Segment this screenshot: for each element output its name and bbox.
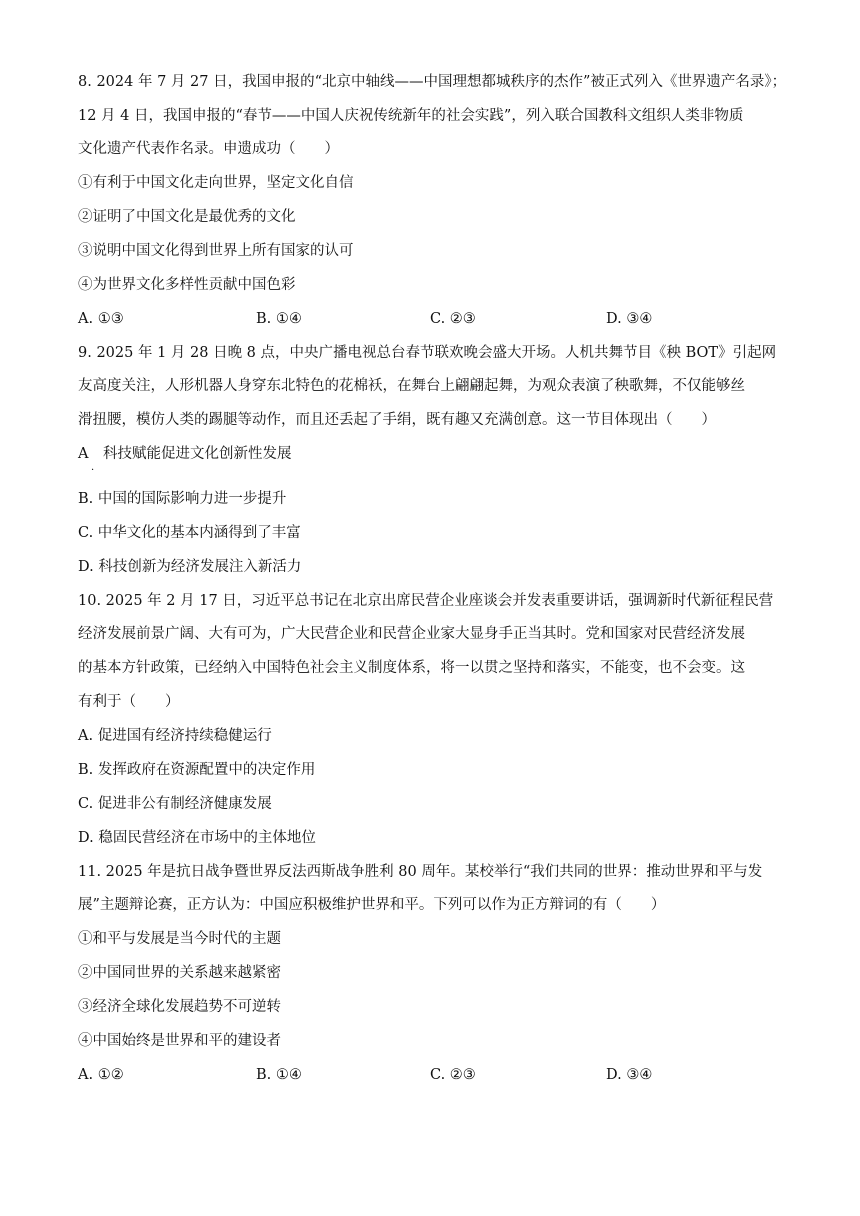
q8-item-3: ③说明中国文化得到世界上所有国家的认可	[78, 243, 354, 259]
q11-stem-line-1: 11. 2025 年是抗日战争暨世界反法西斯战争胜利 80 周年。某校举行“我们共同的世界：推动世界和平与发	[78, 864, 763, 880]
q9-stem-line-1: 9. 2025 年 1 月 28 日晚 8 点，中央广播电视总台春节联欢晚会盛大开场。人机共舞节目《秧 BOT》引起网	[78, 345, 777, 361]
q10-stem-line-2: 经济发展前景广阔、大有可为，广大民营企业和民营企业家大显身手正当其时。党和国家对民营经济发展	[78, 626, 745, 642]
q11-item-4: ④中国始终是世界和平的建设者	[78, 1033, 281, 1049]
q9-stem-line-2: 友高度关注，人形机器人身穿东北特色的花棉袄，在舞台上翩翩起舞，为观众表演了秧歌舞，不仅能够丝	[78, 378, 745, 394]
q9-option-a: A 科技赋能促进文化创新性发展	[78, 446, 292, 462]
q9-option-c: C. 中华文化的基本内涵得到了丰富	[78, 525, 301, 541]
q9-option-d: D. 科技创新为经济发展注入新活力	[78, 559, 302, 575]
q8-option-c: C. ②③	[430, 311, 476, 327]
q8-option-d: D. ③④	[606, 311, 653, 327]
q11-option-b: B. ①④	[256, 1067, 302, 1083]
q8-item-2: ②证明了中国文化是最优秀的文化	[78, 209, 296, 225]
q10-option-c: C. 促进非公有制经济健康发展	[78, 796, 272, 812]
q11-option-d: D. ③④	[606, 1067, 653, 1083]
q11-item-3: ③经济全球化发展趋势不可逆转	[78, 999, 281, 1015]
q10-option-b: B. 发挥政府在资源配置中的决定作用	[78, 762, 316, 778]
q9-option-a-dot: ·	[91, 465, 95, 476]
q8-stem-line-3: 文化遗产代表作名录。申遗成功（ ）	[78, 141, 339, 157]
q10-option-a: A. 促进国有经济持续稳健运行	[78, 728, 272, 744]
q8-option-a: A. ①③	[78, 311, 124, 327]
q11-item-2: ②中国同世界的关系越来越紧密	[78, 965, 281, 981]
q11-option-c: C. ②③	[430, 1067, 476, 1083]
q8-stem-line-1: 8. 2024 年 7 月 27 日，我国申报的“北京中轴线——中国理想都城秩序的杰作”被正式列入《世界遗产名录》；	[78, 74, 787, 90]
q9-stem-line-3: 滑扭腰，模仿人类的踢腿等动作，而且还丢起了手绢，既有趣又充满创意。这一节目体现出（ ）	[78, 412, 716, 428]
q11-item-1: ①和平与发展是当今时代的主题	[78, 931, 281, 947]
q8-stem-line-2: 12 月 4 日，我国申报的“春节——中国人庆祝传统新年的社会实践”，列入联合国教科文组织人类非物质	[78, 108, 744, 124]
q11-option-a: A. ①②	[78, 1067, 124, 1083]
q10-stem-line-1: 10. 2025 年 2 月 17 日，习近平总书记在北京出席民营企业座谈会并发表重要讲话，强调新时代新征程民营	[78, 593, 774, 609]
q10-stem-line-3: 的基本方针政策，已经纳入中国特色社会主义制度体系，将一以贯之坚持和落实，不能变，也不会变。这	[78, 660, 745, 676]
q10-stem-line-4: 有利于（ ）	[78, 694, 180, 710]
q10-option-d: D. 稳固民营经济在市场中的主体地位	[78, 830, 316, 846]
q9-option-b: B. 中国的国际影响力进一步提升	[78, 491, 287, 507]
q8-item-4: ④为世界文化多样性贡献中国色彩	[78, 277, 296, 293]
q8-item-1: ①有利于中国文化走向世界，坚定文化自信	[78, 175, 354, 191]
q8-option-b: B. ①④	[256, 311, 302, 327]
q11-stem-line-2: 展”主题辩论赛，正方认为：中国应积极维护世界和平。下列可以作为正方辩词的有（ ）	[78, 897, 666, 913]
